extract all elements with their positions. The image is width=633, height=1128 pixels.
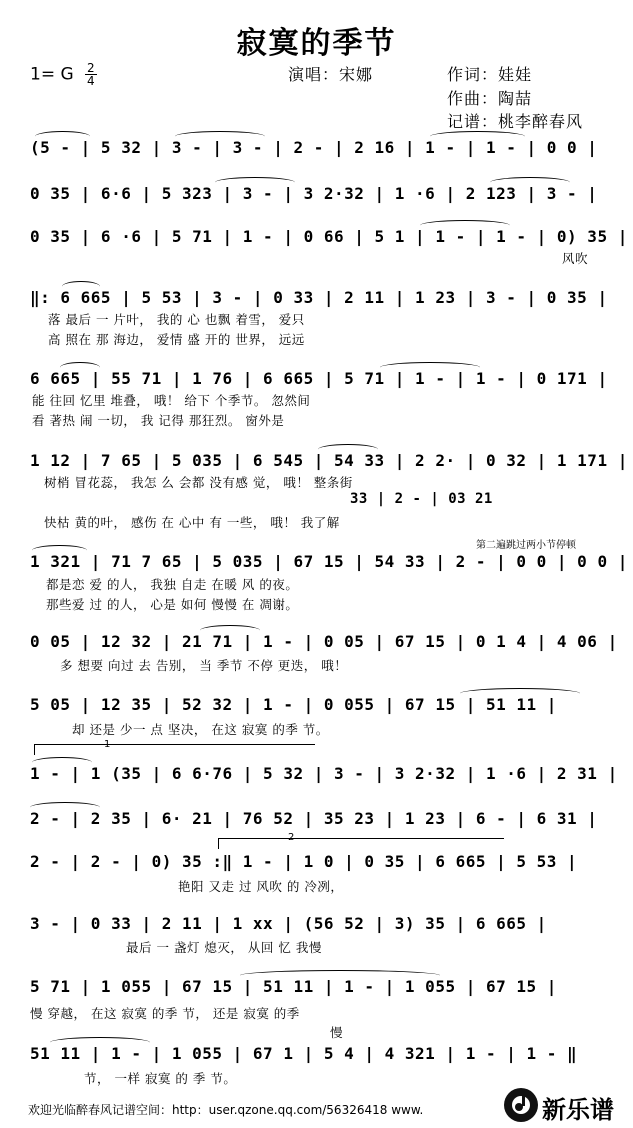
lyric-row-7a: 都是恋 爱 的人， 我独 自走 在暖 风 的夜。 xyxy=(46,577,299,592)
lyric-row-9: 却 还是 少一 点 坚决， 在这 寂寞 的季 节。 xyxy=(72,722,329,737)
volta-bracket-2 xyxy=(218,838,504,849)
slur-mark xyxy=(200,625,260,636)
slur-mark xyxy=(60,362,100,373)
key-label: 1= G xyxy=(30,64,74,85)
slow-annotation: 慢 xyxy=(330,1025,344,1040)
score-row-9: 5 05 | 12 35 | 52 32 | 1 - | 0 055 | 67 15 | 51 11 | xyxy=(30,695,557,714)
score-row-14: 5 71 | 1 055 | 67 15 | 51 11 | 1 - | 1 055 | 67 15 | xyxy=(30,977,557,996)
score-row-4: ‖: 6 665 | 5 53 | 3 - | 0 33 | 2 11 | 1 23 | 3 - | 0 35 | xyxy=(30,288,608,307)
slur-mark xyxy=(430,131,525,142)
time-signature xyxy=(85,62,97,87)
lyric-row-8: 多 想要 向过 去 告别， 当 季节 不停 更迭， 哦！ xyxy=(60,658,348,673)
lyric-row-12: 艳阳 又走 过 风吹 的 冷冽， xyxy=(178,879,344,894)
slur-mark xyxy=(32,757,92,768)
lyric-row-4b: 高 照在 那 海边， 爱情 盛 开的 世界， 远远 xyxy=(48,332,305,347)
score-row-8: 0 05 | 12 32 | 21 71 | 1 - | 0 05 | 67 15 | 0 1 4 | 4 06 | xyxy=(30,632,618,651)
slur-mark xyxy=(420,220,510,231)
volta-number-2: 2 xyxy=(288,832,295,843)
composer: 作曲：陶喆 xyxy=(447,89,533,108)
slur-mark xyxy=(215,177,295,188)
score-row-15: 51 11 | 1 - | 1 055 | 67 1 | 5 4 | 4 321 | 1 - | 1 - ‖ xyxy=(30,1044,578,1063)
slur-mark xyxy=(175,131,265,142)
slur-mark xyxy=(318,444,378,455)
slur-mark xyxy=(35,131,90,142)
score-row-13: 3 - | 0 33 | 2 11 | 1 xx | (56 52 | 3) 35 | 6 665 | xyxy=(30,914,547,933)
slur-mark xyxy=(240,970,440,981)
slur-mark xyxy=(32,545,87,556)
site-logo xyxy=(502,1086,632,1124)
volta-bracket-1 xyxy=(34,744,315,755)
lyric-row-5b: 看 著热 闹 一切， 我 记得 那狂烈。 窗外是 xyxy=(32,413,285,428)
score-row-5: 6 665 | 55 71 | 1 76 | 6 665 | 5 71 | 1 - | 1 - | 0 171 | xyxy=(30,369,608,388)
slur-mark xyxy=(62,281,100,292)
lyric-row-6a: 树梢 冒花蕊， 我怎 么 会都 没有感 觉， 哦！ 整条街 xyxy=(44,475,353,490)
score-row-3: 0 35 | 6 ·6 | 5 71 | 1 - | 0 66 | 5 1 | 1 - | 1 - | 0) 35 | xyxy=(30,227,628,246)
volta-number-1: 1 xyxy=(104,739,111,750)
slur-mark xyxy=(30,802,100,813)
score-row-7: 1 321 | 71 7 65 | 5 035 | 67 15 | 54 33 | 2 - | 0 0 | 0 0 | xyxy=(30,552,628,571)
lyric-row-3: 风吹 xyxy=(562,251,589,266)
lyric-row-6b: 快枯 黄的叶， 感伤 在 心中 有 一些， 哦！ 我了解 xyxy=(44,515,340,530)
slur-mark xyxy=(380,362,480,373)
score-row-11: 2 - | 2 35 | 6· 21 | 76 52 | 35 23 | 1 23 | 6 - | 6 31 | xyxy=(30,809,598,828)
time-sig-bottom: 4 xyxy=(87,74,95,88)
lyric-row-14: 慢 穿越， 在这 寂寞 的季 节， 还是 寂寞 的季 xyxy=(30,1006,300,1021)
alternate-ending-notes: 33 | 2 - | 03 21 xyxy=(350,491,493,507)
lyric-row-5a: 能 往回 忆里 堆叠， 哦！ 给下 个季节。 忽然间 xyxy=(32,393,311,408)
second-time-note: 第二遍跳过两小节停顿 xyxy=(476,540,576,551)
lyricist: 作词：娃娃 xyxy=(447,65,533,84)
lyric-row-13: 最后 一 盏灯 熄灭， 从回 忆 我慢 xyxy=(126,940,322,955)
score-row-6: 1 12 | 7 65 | 5 035 | 6 545 | 54 33 | 2 2· | 0 32 | 1 171 | xyxy=(30,451,628,470)
footer-text: 欢迎光临醉春风记谱空间：http：user.qzone.qq.com/56326418 www. xyxy=(28,1103,424,1117)
score-row-2: 0 35 | 6·6 | 5 323 | 3 - | 3 2·32 | 1 ·6 | 2 123 | 3 - | xyxy=(30,184,598,203)
singer: 演唱：宋娜 xyxy=(288,65,374,84)
slur-mark xyxy=(460,688,580,699)
lyric-row-7b: 那些爱 过 的人， 心是 如何 慢慢 在 凋谢。 xyxy=(46,597,299,612)
score-row-1: (5 - | 5 32 | 3 - | 3 - | 2 - | 2 16 | 1 - | 1 - | 0 0 | xyxy=(30,138,598,157)
key-signature xyxy=(30,62,97,87)
slur-mark xyxy=(490,177,570,188)
time-sig-top: 2 xyxy=(87,61,95,75)
song-title: 寂寞的季节 xyxy=(236,26,397,61)
score-row-10: 1 - | 1 (35 | 6 6·76 | 5 32 | 3 - | 3 2·32 | 1 ·6 | 2 31 | xyxy=(30,764,618,783)
logo-text: 新乐谱 xyxy=(542,1096,614,1124)
lyric-row-4a: 落 最后 一 片叶， 我的 心 也飘 着雪， 爱只 xyxy=(48,312,305,327)
lyric-row-15: 节， 一样 寂寞 的 季 节。 xyxy=(84,1071,237,1086)
transcriber: 记谱：桃李醉春风 xyxy=(447,112,584,131)
slur-mark xyxy=(50,1037,150,1048)
score-row-12: 2 - | 2 - | 0) 35 :‖ 1 - | 1 0 | 0 35 | 6 665 | 5 53 | xyxy=(30,852,578,871)
